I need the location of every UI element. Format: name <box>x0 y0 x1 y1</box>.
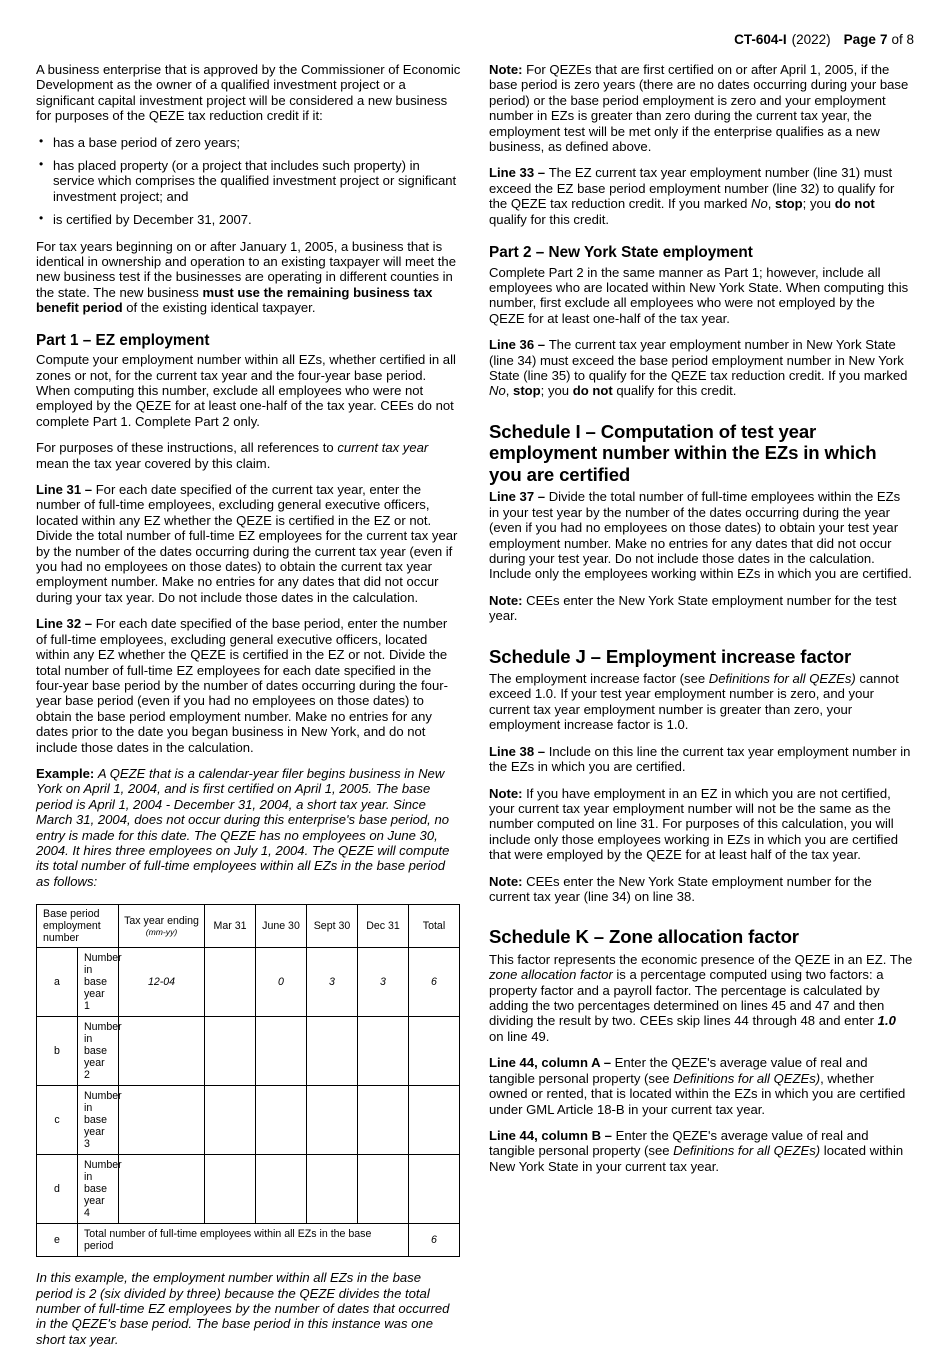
part-2-heading: Part 2 – New York State employment <box>489 244 753 262</box>
sched-k-part2: is a percentage computed using two factors: a property factor and a payroll factor. The percentage is calculated by adding the two percentages determined on lines 45 and 47 and then dividing the result by two. CEEs skip lines 44 through 48 and enter <box>489 967 885 1029</box>
column-header-tax-year-ending <box>119 905 205 948</box>
cell-c-dec31[interactable] <box>358 1086 409 1155</box>
line-44-col-b-paragraph <box>489 1128 914 1174</box>
example-paragraph <box>36 766 461 889</box>
row-letter-c: c <box>37 1086 78 1155</box>
row-label-b: Number in base year 2 <box>78 1017 119 1086</box>
cell-d-mar31[interactable] <box>205 1155 256 1224</box>
cell-d-dec31[interactable] <box>358 1155 409 1224</box>
line-37-body: Divide the total number of full-time employees within the EZs in your test year by the number of the dates occurring during the year (even if you had no employees on those dates) to obtain your test year employment number. Make no entries for any dates that did not occur during your test year. Do not include those dates in the calculation. Include only the employees working within EZs in which you are certified. <box>489 489 912 582</box>
form-year: (2022) <box>791 32 831 47</box>
cell-a-mar31[interactable] <box>205 948 256 1017</box>
line-36-part4: qualify for this credit. <box>612 383 737 399</box>
cell-c-tax-year-ending[interactable] <box>119 1086 205 1155</box>
cell-d-tax-year-ending[interactable] <box>119 1155 205 1224</box>
table-row <box>37 1017 460 1086</box>
schedule-k-body <box>489 952 914 1044</box>
cell-a-tax-year-ending[interactable]: 12-04 <box>119 948 205 1017</box>
part-1-body: Compute your employment number within all EZs, whether certified in all zones or not, for the current tax year and the four-year base period. When computing this number, exclude all employees who were not employed by the QEZE for at least one-half of the tax year. CEEs do not complete Part 1. Complete Part 2 only. <box>36 352 456 429</box>
table-total-row <box>37 1224 460 1257</box>
page-header <box>734 33 914 47</box>
line-36-paragraph <box>489 337 914 399</box>
cell-b-june30[interactable] <box>256 1017 307 1086</box>
sched-k-italic1: zone allocation factor <box>489 967 613 983</box>
line-44-col-a-paragraph <box>489 1055 914 1117</box>
example-body: A QEZE that is a calendar-year filer begins business in New York on April 1, 2004, and is first certified on April 1, 2005. The base period is April 1, 2004 - December 31, 2004, a short tax year. Since March 31, 2004, does not occur during this enterprise's base period, no entry is made for this date. The QEZE has no employees on June 30, 2004. It hires three employees on July 1, 2004. The QEZE will compute its total number of full-time employees within all EZs in the base period as follows: <box>36 765 450 889</box>
line-38-paragraph <box>489 744 914 775</box>
purposes-italic: current tax year <box>337 440 429 456</box>
note-3-label: Note: <box>489 785 527 801</box>
cell-b-tax-year-ending[interactable] <box>119 1017 205 1086</box>
note-3-paragraph <box>489 786 914 863</box>
line-38-body: Include on this line the current tax year employment number in the EZs in which you are certified. <box>489 743 911 775</box>
line-32-body: For each date specified of the base period, enter the number of full-time employees, excluding general executive officers, located within any EZ whether the QEZE is certified in the EZ or not. Divide the total number of full-time EZ employees for each date specified in the four-year base period by the number of dates occurring during the four-year base period (even if you had no employees on those dates) to obtain the base period employment number. Make no entries for any dates prior to the date you began business in New York, and do not include those dates in the calculation. <box>36 616 448 755</box>
part-1-heading: Part 1 – EZ employment <box>36 331 210 349</box>
example-table-wrapper <box>36 904 461 1257</box>
schedule-k-heading: Schedule K – Zone allocation factor <box>489 926 799 948</box>
line-36-part2: , <box>505 383 514 399</box>
line-33-part1: The EZ current tax year employment number (line 31) must exceed the EZ base period employment number (line 32) to qualify for the QEZE tax reduction credit. If you marked <box>489 165 895 212</box>
form-number: CT-604-I <box>734 32 787 47</box>
cell-e-total[interactable]: 6 <box>409 1224 460 1257</box>
line-36-italic-no: No <box>489 383 506 399</box>
table-corner-header: Base period employment number <box>37 905 119 948</box>
line-36-label: Line 36 – <box>489 337 549 353</box>
column-header-mar-31: Mar 31 <box>205 905 256 948</box>
cell-d-sept30[interactable] <box>307 1155 358 1224</box>
note-4-paragraph <box>489 874 914 905</box>
line-33-part4: qualify for this credit. <box>489 211 610 227</box>
cell-c-june30[interactable] <box>256 1086 307 1155</box>
line-44-a-part2: , whether owned or rented, that is located within the EZs in which you are certified under GML Article 18-B in your current tax year. <box>489 1070 906 1117</box>
note-2-body: CEEs enter the New York State employment number for the test year. <box>489 592 897 624</box>
line-37-label: Line 37 – <box>489 489 549 505</box>
line-33-italic-no: No <box>751 196 768 212</box>
line-44-b-part1: Enter the QEZE's average value of real and tangible personal property (see <box>489 1127 869 1159</box>
row-label-c: Number in base year 3 <box>78 1086 119 1155</box>
table-row <box>37 1086 460 1155</box>
line-44-a-italic: Definitions for all QEZEs) <box>673 1070 821 1086</box>
table-row <box>37 948 460 1017</box>
line-32-label: Line 32 – <box>36 616 96 632</box>
line-36-bold-donot: do not <box>572 383 613 399</box>
line-33-part2: , <box>767 196 776 212</box>
intro-paragraph: A business enterprise that is approved by the Commissioner of Economic Development as the owner of a qualified investment project or a significant capital investment project will be considered a new business for purposes of the QEZE tax reduction credit if it: <box>36 62 461 124</box>
list-item: • has placed property (or a project that includes such property) in service which comprises the qualified investment project or significant investment project; and <box>36 158 461 204</box>
left-column <box>36 62 461 1358</box>
cell-a-total[interactable]: 6 <box>409 948 460 1017</box>
note-4-label: Note: <box>489 873 527 889</box>
line-36-part1: The current tax year employment number in New York State (line 34) must exceed the base period employment number in New York State (line 35) to qualify for the QEZE tax reduction credit. If you marked <box>489 337 908 383</box>
note-2-paragraph <box>489 593 914 624</box>
cell-c-total[interactable] <box>409 1086 460 1155</box>
row-letter-b: b <box>37 1017 78 1086</box>
sched-j-part2: cannot exceed 1.0. If your test year employment number is zero, and your current tax year employment number is greater than zero, your employment increase factor is 1.0. <box>489 671 899 733</box>
sched-j-italic: Definitions for all QEZEs) <box>708 671 856 687</box>
note-2-label: Note: <box>489 592 527 608</box>
line-44-a-part1: Enter the QEZE's average value of real and tangible personal property (see <box>489 1055 868 1086</box>
sched-k-part1: This factor represents the economic presence of the QEZE in an EZ. The <box>489 951 913 967</box>
row-label-a: Number in base year 1 <box>78 948 119 1017</box>
row-letter-a: a <box>37 948 78 1017</box>
two-column-body <box>36 62 914 1358</box>
new-business-test-paragraph <box>36 239 461 316</box>
column-header-sept-30: Sept 30 <box>307 905 358 948</box>
tax-year-ending-format: (mm-yy) <box>145 926 178 937</box>
page-of-label: of 8 <box>891 32 914 47</box>
column-header-total: Total <box>409 905 460 948</box>
line-44-b-italic: Definitions for all QEZEs) <box>673 1143 821 1159</box>
row-letter-d: d <box>37 1155 78 1224</box>
sched-k-bolditalic: 1.0 <box>877 1013 896 1029</box>
line-38-label: Line 38 – <box>489 743 549 759</box>
schedule-j-body <box>489 671 914 733</box>
cell-d-total[interactable] <box>409 1155 460 1224</box>
cell-c-mar31[interactable] <box>205 1086 256 1155</box>
line-33-paragraph <box>489 165 914 227</box>
note-1-body: For QEZEs that are first certified on or after April 1, 2005, if the base period is zero years (there are no dates occurring during your base period) or the base period employment is zero and your employment number in EZs is greater than zero during the current tax year, the employment test will be met only if the enterprise qualifies as a new business, as defined above. <box>489 62 909 155</box>
cell-a-sept30[interactable]: 3 <box>307 948 358 1017</box>
schedule-i-heading: Schedule I – Computation of test year employment number within the EZs in which you are certified <box>489 420 877 485</box>
cell-d-june30[interactable] <box>256 1155 307 1224</box>
line-37-paragraph <box>489 489 914 581</box>
line-31-paragraph <box>36 482 461 605</box>
note-1-paragraph <box>489 62 914 154</box>
cell-c-sept30[interactable] <box>307 1086 358 1155</box>
right-column <box>489 62 914 1358</box>
new-business-criteria-list <box>36 135 461 228</box>
cell-a-dec31[interactable]: 3 <box>358 948 409 1017</box>
page-label: Page <box>843 32 876 47</box>
line-44-b-label: Line 44, column B – <box>489 1127 616 1143</box>
nbt-bold: must use the remaining business tax benefit period <box>36 284 433 316</box>
base-period-employment-table <box>36 904 460 1257</box>
tax-year-ending-label: Tax year ending <box>124 914 199 927</box>
sched-j-part1: The employment increase factor (see <box>489 671 709 687</box>
line-31-label: Line 31 – <box>36 482 96 498</box>
example-label: Example: <box>36 765 98 781</box>
column-header-dec-31: Dec 31 <box>358 905 409 948</box>
note-3-body: If you have employment in an EZ in which you are not certified, your current tax year employment number will not be the same as the number computed on line 31. For purposes of this calculation, you will include only those employees working in EZs in which you are certified that were employed by the QEZE for at least half of the tax year. <box>489 785 899 863</box>
purposes-paragraph <box>36 440 461 471</box>
line-33-bold-stop: stop <box>775 196 803 212</box>
line-33-label: Line 33 – <box>489 165 549 181</box>
line-44-a-label: Line 44, column A – <box>489 1055 615 1071</box>
cell-b-dec31[interactable] <box>358 1017 409 1086</box>
cell-a-june30[interactable]: 0 <box>256 948 307 1017</box>
table-header-row <box>37 905 460 948</box>
page-number: 7 <box>879 32 888 47</box>
row-label-e: Total number of full-time employees within all EZs in the base period <box>78 1224 409 1257</box>
cell-b-sept30[interactable] <box>307 1017 358 1086</box>
table-row <box>37 1155 460 1224</box>
cell-b-mar31[interactable] <box>205 1017 256 1086</box>
line-33-part3: ; you <box>802 196 835 212</box>
list-item: • has a base period of zero years; <box>36 135 461 150</box>
line-33-bold-donot: do not <box>834 196 875 212</box>
note-4-body: CEEs enter the New York State employment number for the current tax year (line 34) on line 38. <box>489 873 872 904</box>
row-letter-e: e <box>37 1224 78 1257</box>
nbt-part2: of the existing identical taxpayer. <box>122 300 316 316</box>
sched-k-part3: on line 49. <box>489 1028 550 1044</box>
line-32-paragraph <box>36 616 461 755</box>
column-header-june-30: June 30 <box>256 905 307 948</box>
note-1-label: Note: <box>489 62 527 77</box>
schedule-j-heading: Schedule J – Employment increase factor <box>489 645 852 667</box>
row-label-d: Number in base year 4 <box>78 1155 119 1224</box>
part-2-body: Complete Part 2 in the same manner as Part 1; however, include all employees who are located within New York State. When computing this number, first exclude all employees who were not employed by the QEZE for at least one-half of the tax year. <box>489 264 909 326</box>
cell-b-total[interactable] <box>409 1017 460 1086</box>
line-44-b-part2: located within New York State in your current tax year. <box>489 1143 904 1174</box>
line-36-part3: ; you <box>540 383 573 399</box>
line-31-body: For each date specified of the current tax year, enter the number of full-time employees, excluding general executive officers, located within any EZ whether the QEZE is certified in the EZ or not. Divide the total number of full-time EZ employees for the current tax year by the number of the dates occurring during the current tax year (even if you had no employees on those dates) to obtain the current tax year employment number. Make no entries for any dates that did not occur during your tax year. Do not include those dates in the calculation. <box>36 482 458 605</box>
nbt-part1: For tax years beginning on or after January 1, 2005, a business that is identical in ownership and operation to an existing taxpayer will meet the new business test if the businesses are operating in different counties in the state. The new business <box>36 238 456 300</box>
line-36-bold-stop: stop <box>513 383 541 399</box>
purposes-part1: For purposes of these instructions, all references to <box>36 440 338 456</box>
list-item: • is certified by December 31, 2007. <box>36 212 461 227</box>
purposes-part2: mean the tax year covered by this claim. <box>36 455 271 471</box>
example-conclusion: In this example, the employment number within all EZs in the base period is 2 (six divided by three) because the QEZE divides the total number of full-time EZ employees by the number of dates that occurred in the QEZE's base period. The base period in this instance was one short tax year. <box>36 1270 450 1347</box>
